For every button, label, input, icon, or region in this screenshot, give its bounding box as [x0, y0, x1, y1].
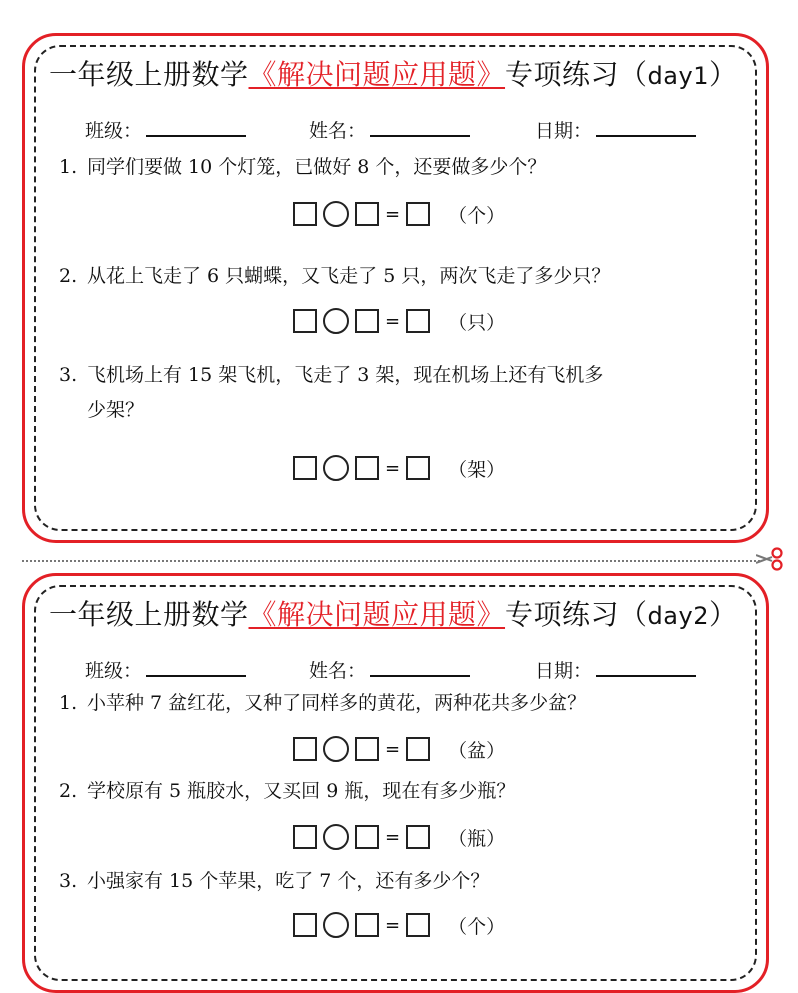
date-blank[interactable]	[596, 656, 696, 677]
date-label: 日期：	[535, 660, 593, 682]
title-highlight: 《解决问题应用题》	[248, 58, 506, 91]
date-blank[interactable]	[596, 116, 696, 137]
result-box[interactable]	[406, 825, 430, 849]
name-label: 姓名：	[309, 120, 367, 142]
unit-label: （瓶）	[448, 827, 506, 850]
title-close: ）	[708, 598, 738, 631]
unit-label: （个）	[448, 915, 506, 938]
question-number: 3.	[59, 364, 78, 386]
equation-2	[293, 824, 505, 850]
title-suffix: 专项练习（	[505, 58, 648, 91]
operator-circle[interactable]	[323, 201, 349, 227]
question-1	[59, 686, 586, 721]
question-number: 1.	[59, 692, 78, 714]
equation-3	[293, 912, 505, 938]
equation-1	[293, 736, 505, 762]
name-blank[interactable]	[370, 656, 470, 677]
question-number: 2.	[59, 265, 78, 287]
cut-line	[22, 560, 760, 562]
answer-box[interactable]	[293, 456, 317, 480]
question-1	[59, 150, 546, 185]
worksheet-title	[49, 58, 737, 93]
answer-box[interactable]	[293, 825, 317, 849]
question-text: 小强家有 15 个苹果，吃了 7 个，还有多少个？	[87, 870, 490, 892]
equals-sign: =	[385, 738, 401, 760]
name-field	[309, 116, 470, 143]
equals-sign: =	[385, 826, 401, 848]
question-3	[59, 358, 603, 428]
worksheet-title	[49, 598, 737, 633]
question-2	[59, 774, 515, 809]
answer-box[interactable]	[355, 825, 379, 849]
title-close: ）	[708, 58, 738, 91]
class-field	[85, 116, 246, 143]
question-number: 1.	[59, 156, 78, 178]
date-label: 日期：	[535, 120, 593, 142]
question-text-continued: 少架？	[87, 399, 145, 421]
answer-box[interactable]	[355, 737, 379, 761]
title-suffix: 专项练习（	[505, 598, 648, 631]
result-box[interactable]	[406, 202, 430, 226]
answer-box[interactable]	[355, 309, 379, 333]
result-box[interactable]	[406, 737, 430, 761]
class-label: 班级：	[85, 660, 143, 682]
result-box[interactable]	[406, 309, 430, 333]
title-day: day1	[647, 62, 709, 90]
name-blank[interactable]	[370, 116, 470, 137]
question-text: 学校原有 5 瓶胶水，又买回 9 瓶，现在有多少瓶？	[87, 780, 516, 802]
class-field	[85, 656, 246, 683]
worksheet-card-day2	[22, 573, 769, 993]
answer-box[interactable]	[293, 309, 317, 333]
class-blank[interactable]	[146, 656, 246, 677]
title-highlight: 《解决问题应用题》	[248, 598, 506, 631]
unit-label: （个）	[448, 204, 506, 227]
equals-sign: =	[385, 914, 401, 936]
operator-circle[interactable]	[323, 308, 349, 334]
question-number: 3.	[59, 870, 78, 892]
answer-box[interactable]	[293, 202, 317, 226]
operator-circle[interactable]	[323, 736, 349, 762]
title-day: day2	[647, 602, 709, 630]
unit-label: （盆）	[448, 739, 506, 762]
equals-sign: =	[385, 457, 401, 479]
info-row	[85, 656, 726, 682]
question-2	[59, 259, 610, 294]
operator-circle[interactable]	[323, 824, 349, 850]
class-blank[interactable]	[146, 116, 246, 137]
name-field	[309, 656, 470, 683]
operator-circle[interactable]	[323, 455, 349, 481]
answer-box[interactable]	[355, 456, 379, 480]
answer-box[interactable]	[355, 202, 379, 226]
name-label: 姓名：	[309, 660, 367, 682]
answer-box[interactable]	[293, 913, 317, 937]
date-field	[535, 656, 696, 683]
date-field	[535, 116, 696, 143]
scissors-icon	[756, 546, 784, 572]
worksheet-card-day1	[22, 33, 769, 543]
operator-circle[interactable]	[323, 912, 349, 938]
equals-sign: =	[385, 310, 401, 332]
question-text: 小苹种 7 盆红花，又种了同样多的黄花，两种花共多少盆？	[87, 692, 587, 714]
result-box[interactable]	[406, 913, 430, 937]
equation-3	[293, 455, 505, 481]
equals-sign: =	[385, 203, 401, 225]
question-3	[59, 864, 489, 899]
title-prefix: 一年级上册数学	[49, 58, 249, 91]
unit-label: （架）	[448, 458, 506, 481]
question-text: 飞机场上有 15 架飞机，飞走了 3 架，现在机场上还有飞机多	[87, 364, 604, 386]
question-text: 同学们要做 10 个灯笼，已做好 8 个，还要做多少个？	[87, 156, 547, 178]
question-text: 从花上飞走了 6 只蝴蝶，又飞走了 5 只，两次飞走了多少只？	[87, 265, 611, 287]
answer-box[interactable]	[293, 737, 317, 761]
class-label: 班级：	[85, 120, 143, 142]
answer-box[interactable]	[355, 913, 379, 937]
title-prefix: 一年级上册数学	[49, 598, 249, 631]
question-number: 2.	[59, 780, 78, 802]
equation-2	[293, 308, 505, 334]
info-row	[85, 116, 726, 142]
unit-label: （只）	[448, 311, 506, 334]
equation-1	[293, 201, 505, 227]
result-box[interactable]	[406, 456, 430, 480]
